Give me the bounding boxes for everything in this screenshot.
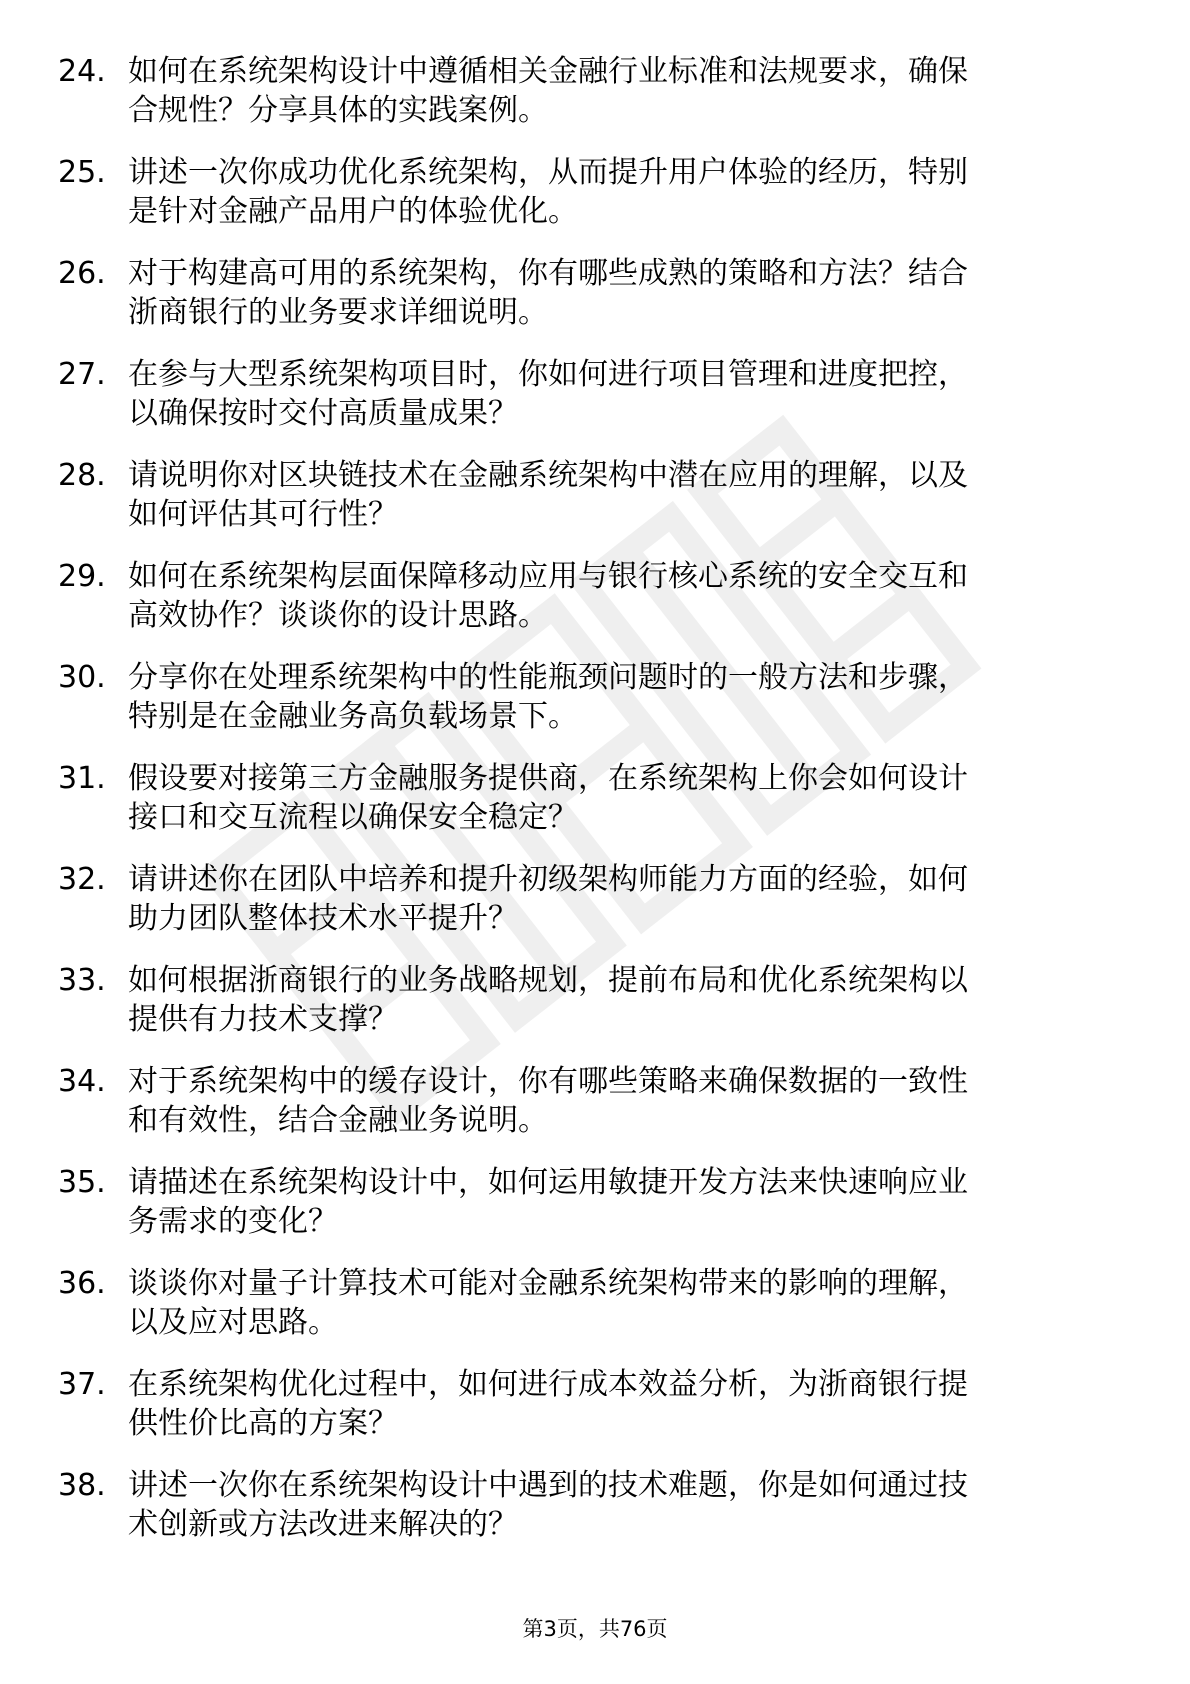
page-number-label: 第3页，共76页 <box>522 1617 668 1641</box>
question-item <box>0 456 1190 557</box>
question-text: 讲述一次你成功优化系统架构，从而提升用户体验的经历，特别 是针对金融产品用户的体验优化。 <box>128 155 968 229</box>
question-item <box>0 1062 1190 1163</box>
question-text: 讲述一次你在系统架构设计中遇到的技术难题，你是如何通过技 术创新或方法改进来解决的？ <box>128 1468 968 1542</box>
question-item <box>0 759 1190 860</box>
question-item <box>0 961 1190 1062</box>
question-text: 在参与大型系统架构项目时，你如何进行项目管理和进度把控， 以确保按时交付高质量成果？ <box>128 357 968 431</box>
question-text: 如何在系统架构层面保障移动应用与银行核心系统的安全交互和 高效协作？谈谈你的设计思路。 <box>128 559 968 633</box>
question-number: 26. <box>58 256 106 291</box>
question-number: 32. <box>58 862 106 897</box>
question-text: 谈谈你对量子计算技术可能对金融系统架构带来的影响的理解， 以及应对思路。 <box>128 1266 968 1340</box>
question-item <box>0 254 1190 355</box>
question-item <box>0 355 1190 456</box>
question-list <box>0 52 1190 1567</box>
question-number: 33. <box>58 963 106 998</box>
question-number: 34. <box>58 1064 106 1099</box>
question-text: 对于系统架构中的缓存设计，你有哪些策略来确保数据的一致性 和有效性，结合金融业务说明。 <box>128 1064 968 1138</box>
question-text: 假设要对接第三方金融服务提供商，在系统架构上你会如何设计 接口和交互流程以确保安全稳定？ <box>128 761 968 835</box>
question-number: 29. <box>58 559 106 594</box>
page-footer <box>0 1616 1190 1642</box>
question-item <box>0 1466 1190 1567</box>
question-item <box>0 1264 1190 1365</box>
question-text: 请讲述你在团队中培养和提升初级架构师能力方面的经验，如何 助力团队整体技术水平提升？ <box>128 862 968 936</box>
question-item <box>0 153 1190 254</box>
question-number: 27. <box>58 357 106 392</box>
question-number: 24. <box>58 54 106 89</box>
question-text: 如何在系统架构设计中遵循相关金融行业标准和法规要求，确保 合规性？分享具体的实践案例。 <box>128 54 968 128</box>
question-item <box>0 1365 1190 1466</box>
question-item <box>0 658 1190 759</box>
question-text: 如何根据浙商银行的业务战略规划，提前布局和优化系统架构以 提供有力技术支撑？ <box>128 963 968 1037</box>
question-number: 28. <box>58 458 106 493</box>
question-item <box>0 860 1190 961</box>
question-item <box>0 1163 1190 1264</box>
question-number: 38. <box>58 1468 106 1503</box>
question-number: 35. <box>58 1165 106 1200</box>
question-text: 请描述在系统架构设计中，如何运用敏捷开发方法来快速响应业 务需求的变化？ <box>128 1165 968 1239</box>
question-item <box>0 52 1190 153</box>
question-text: 在系统架构优化过程中，如何进行成本效益分析，为浙商银行提 供性价比高的方案？ <box>128 1367 968 1441</box>
question-text: 分享你在处理系统架构中的性能瓶颈问题时的一般方法和步骤， 特别是在金融业务高负载场景下。 <box>128 660 968 734</box>
question-number: 37. <box>58 1367 106 1402</box>
question-number: 36. <box>58 1266 106 1301</box>
question-number: 31. <box>58 761 106 796</box>
question-text: 请说明你对区块链技术在金融系统架构中潜在应用的理解，以及 如何评估其可行性？ <box>128 458 968 532</box>
question-item <box>0 557 1190 658</box>
question-number: 25. <box>58 155 106 190</box>
question-number: 30. <box>58 660 106 695</box>
question-text: 对于构建高可用的系统架构，你有哪些成熟的策略和方法？结合 浙商银行的业务要求详细说明。 <box>128 256 968 330</box>
